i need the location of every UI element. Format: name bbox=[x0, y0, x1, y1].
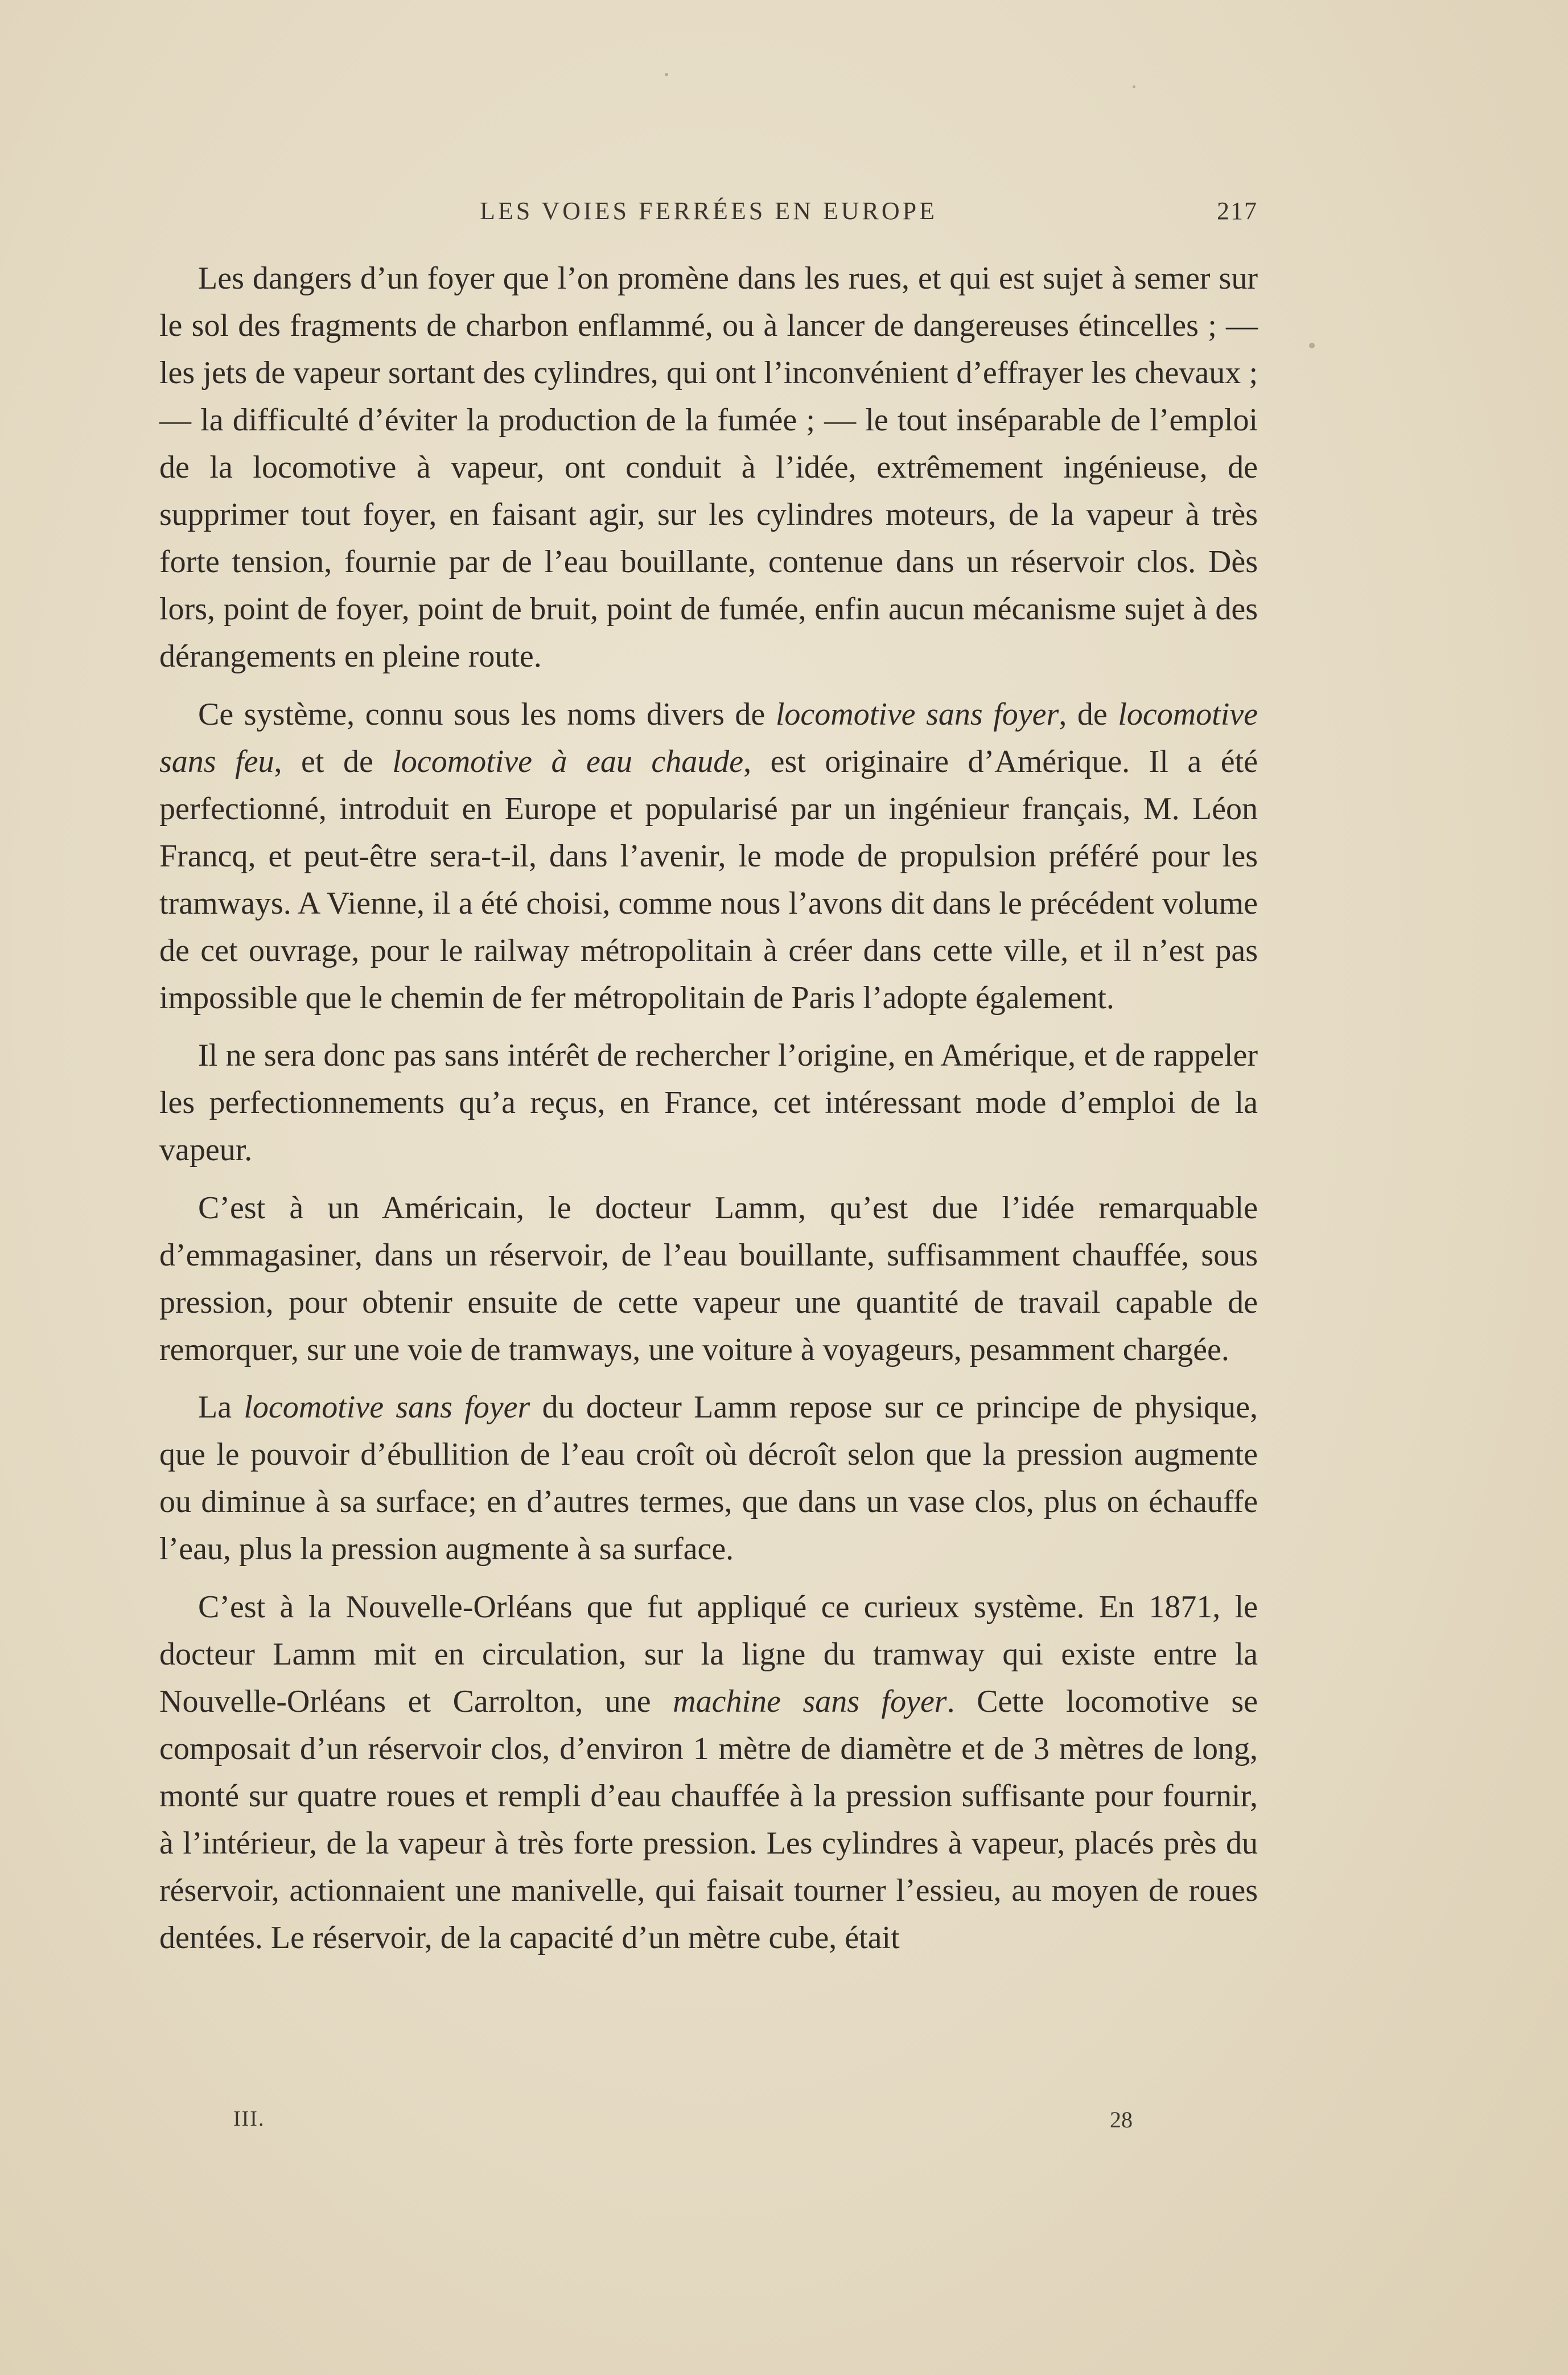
paragraph bbox=[159, 1185, 1258, 1374]
paragraph bbox=[159, 691, 1258, 1022]
italic-term: locomotive sans foyer bbox=[244, 1390, 530, 1425]
text-run: . Cette locomotive se composait d’un réservoir clos, d’environ 1 mètre de diamètre et de 3 mètres de long, monté sur quatre roues et rempli d’eau chauffée à la pression suffisante pour fournir, à l’intérieur, de la vapeur à très forte pression. Les cylindres à vapeur, placés près du réservoir, actionnaient une manivelle, qui faisait tourner l’essieu, au moyen de roues dentées. Le réservoir, de la capacité d’un mètre cube, était bbox=[159, 1683, 1258, 1955]
paragraph bbox=[159, 1384, 1258, 1573]
sheet-number: 28 bbox=[1110, 2107, 1133, 2132]
signature-mark: III. bbox=[233, 2107, 265, 2131]
text-run: Les dangers d’un foyer que l’on promène dans les rues, et qui est sujet à semer sur le sol des fragments de charbon enflammé, ou à lancer de dangereuses étincelles ; — les jets de vapeur sortant des cylindres, qui ont l’inconvénient d’effrayer les chevaux ; — la difficulté d’éviter la production de la fumée ; — le tout inséparable de l’emploi de la locomotive à vapeur, ont conduit à l’idée, extrêmement ingénieuse, de supprimer tout foyer, en faisant agir, sur les cylindres moteurs, de la vapeur à très forte tension, fournie par de l’eau bouillante, contenue dans un réservoir clos. Dès lors, point de foyer, point de bruit, point de fumée, enfin aucun mécanisme sujet à des dérangements en pleine route. bbox=[159, 261, 1258, 674]
text-run: , de bbox=[1059, 696, 1118, 732]
text-run: , et de bbox=[274, 743, 393, 779]
italic-term: locomotive sans foyer bbox=[775, 696, 1059, 732]
text-run: , est originaire d’Amérique. Il a été perfectionné, introduit en Europe et popularisé par un ingénieur français, M. Léon Francq, et peut-être sera-t-il, dans l’avenir, le mode de propulsion préféré pour les tramways. A Vienne, il a été choisi, comme nous l’avons dit dans le précédent volume de cet ouvrage, pour le railway métropolitain à créer dans cette ville, et il n’est pas impossible que le chemin de fer métropolitain de Paris l’adopte également. bbox=[159, 743, 1258, 1016]
paragraph bbox=[159, 1032, 1258, 1174]
text-run: C’est à un Américain, le docteur Lamm, qu’est due l’idée remarquable d’emmagasiner, dans un réservoir, de l’eau bouillante, suffisamment chauffée, sous pression, pour obtenir ensuite de cette vapeur une quantité de travail capable de remorquer, sur une voie de tramways, une voiture à voyageurs, pesamment chargée. bbox=[159, 1190, 1258, 1367]
paragraph bbox=[159, 1584, 1258, 1962]
italic-term: machine sans foyer bbox=[673, 1683, 947, 1719]
page-header bbox=[159, 196, 1258, 236]
page-number: 217 bbox=[1217, 197, 1258, 225]
text-run: Il ne sera donc pas sans intérêt de rechercher l’origine, en Amérique, et de rappeler les perfectionnements qu’a reçus, en France, cet intéressant mode d’emploi de la vapeur. bbox=[159, 1038, 1258, 1168]
paper-speck bbox=[1133, 85, 1135, 88]
text-run: du docteur Lamm repose sur ce principe de physique, que le pouvoir d’ébullition de l’eau croît où décroît selon que la pression augmente ou diminue à sa surface; en d’autres termes, que dans un vase clos, plus on échauffe l’eau, plus la pression augmente à sa surface. bbox=[159, 1390, 1258, 1567]
text-run: La bbox=[198, 1390, 244, 1425]
italic-term: locomotive sans feu bbox=[159, 696, 1258, 779]
body-text bbox=[159, 255, 1258, 2099]
paper-speck bbox=[665, 73, 668, 76]
page-footer bbox=[228, 2106, 1138, 2140]
paper-speck bbox=[1309, 343, 1315, 348]
text-run: Ce système, connu sous les noms divers de bbox=[198, 696, 776, 732]
paragraph bbox=[159, 255, 1258, 680]
italic-term: locomotive à eau chaude bbox=[392, 743, 744, 779]
text-run: C’est à la Nouvelle-Orléans que fut appliqué ce curieux système. En 1871, le docteur Lamm mit en circulation, sur la ligne du tramway qui existe entre la Nouvelle-Orléans et Carrolton, une bbox=[159, 1589, 1258, 1719]
running-title: LES VOIES FERRÉES EN EUROPE bbox=[479, 197, 938, 225]
